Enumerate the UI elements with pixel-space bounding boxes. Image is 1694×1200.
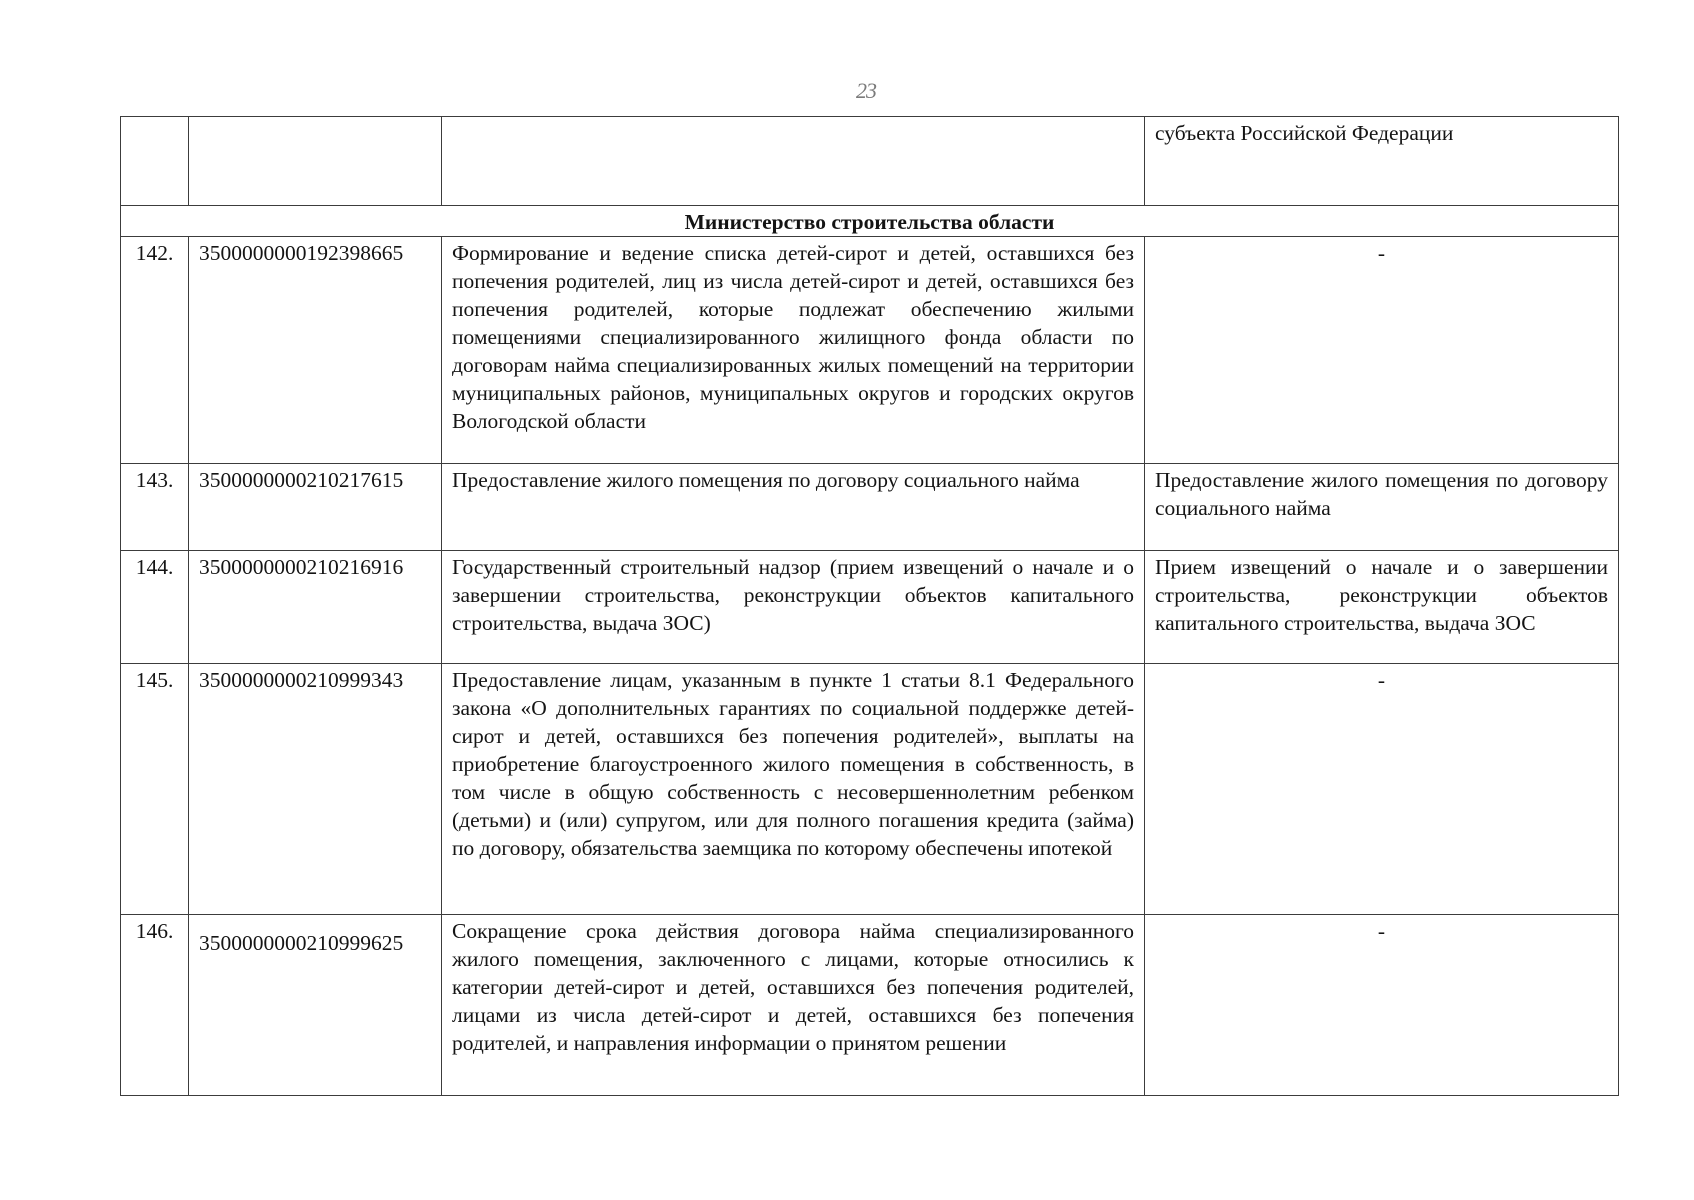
service-name: Государственный строительный надзор (прием извещений о начале и о завершении строительства, реконструкции объектов капитального строительства, выдача ЗОС) xyxy=(442,551,1145,664)
table-row xyxy=(121,915,1619,1096)
related-service: - xyxy=(1145,237,1619,464)
related-service: - xyxy=(1145,915,1619,1096)
section-row xyxy=(121,206,1619,237)
service-code: 3500000000210999625 xyxy=(189,915,442,1096)
services-registry-table xyxy=(120,116,1619,1096)
service-code: 3500000000210216916 xyxy=(189,551,442,664)
row-number: 145. xyxy=(121,664,189,915)
related-service: - xyxy=(1145,664,1619,915)
page-number: 23 xyxy=(856,78,876,103)
service-code: 3500000000210999343 xyxy=(189,664,442,915)
table-row xyxy=(121,237,1619,464)
empty-code-cell xyxy=(189,117,442,206)
related-service: Предоставление жилого помещения по договору социального найма xyxy=(1145,464,1619,551)
service-name: Сокращение срока действия договора найма специализированного жилого помещения, заключенного с лицами, которые относились к категории детей-сирот и детей, оставшихся без попечения родителей, лицами из числа детей-сирот и детей, оставшихся без попечения родителей, и направления информации о принятом решении xyxy=(442,915,1145,1096)
continuation-row xyxy=(121,117,1619,206)
row-number: 142. xyxy=(121,237,189,464)
table-row xyxy=(121,664,1619,915)
related-service: Прием извещений о начале и о завершении строительства, реконструкции объектов капитального строительства, выдача ЗОС xyxy=(1145,551,1619,664)
section-title: Министерство строительства области xyxy=(121,206,1619,237)
service-name: Формирование и ведение списка детей-сирот и детей, оставшихся без попечения родителей, лиц из числа детей-сирот и детей, оставшихся без попечения родителей, которые подлежат обеспечению жилыми помещениями специализированного жилищного фонда области по договорам найма специализированных жилых помещений на территории муниципальных районов, муниципальных округов и городских округов Вологодской области xyxy=(442,237,1145,464)
row-number: 146. xyxy=(121,915,189,1096)
service-name: Предоставление жилого помещения по договору социального найма xyxy=(442,464,1145,551)
table-row xyxy=(121,551,1619,664)
row-number: 143. xyxy=(121,464,189,551)
service-name: Предоставление лицам, указанным в пункте 1 статьи 8.1 Федерального закона «О дополнительных гарантиях по социальной поддержке детей-сирот и детей, оставшихся без попечения родителей», выплаты на приобретение благоустроенного жилого помещения в собственность, в том числе в общую собственность с несовершеннолетним ребенком (детьми) и (или) супругом, или для полного погашения кредита (займа) по договору, обязательства заемщика по которому обеспечены ипотекой xyxy=(442,664,1145,915)
table-row xyxy=(121,464,1619,551)
row-number: 144. xyxy=(121,551,189,664)
service-code: 3500000000192398665 xyxy=(189,237,442,464)
service-code: 3500000000210217615 xyxy=(189,464,442,551)
empty-name-cell xyxy=(442,117,1145,206)
continuation-text: субъекта Российской Федерации xyxy=(1145,117,1619,206)
empty-num-cell xyxy=(121,117,189,206)
